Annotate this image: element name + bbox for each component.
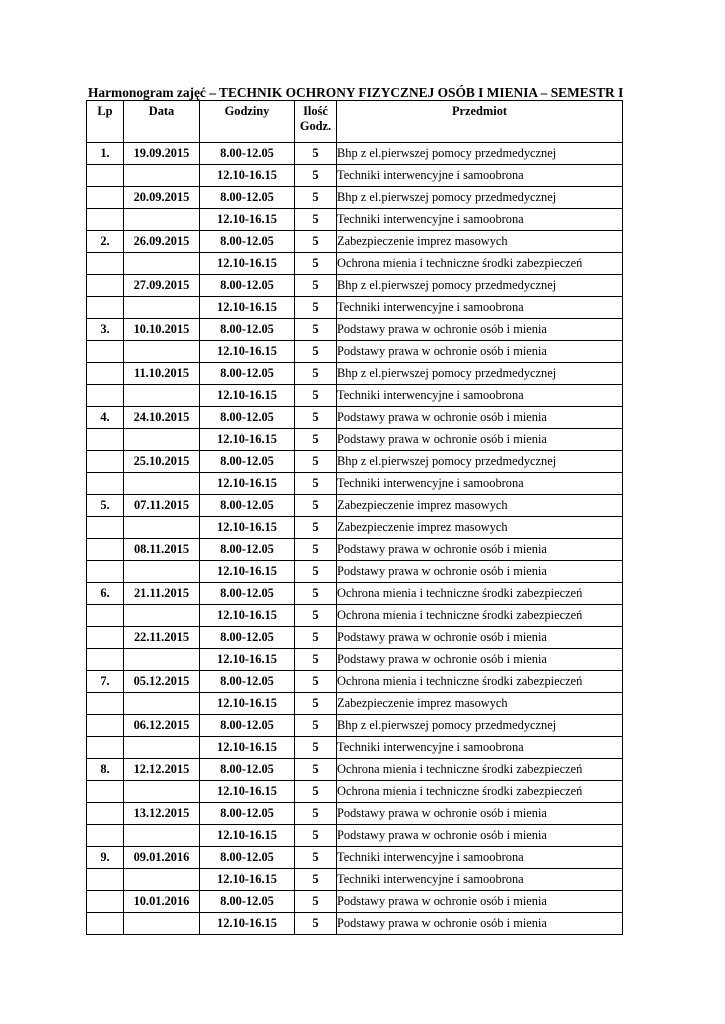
cell-subject: Podstawy prawa w ochronie osób i mienia (337, 319, 623, 341)
cell-lp (87, 341, 124, 363)
header-subject: Przedmiot (337, 101, 623, 143)
cell-count: 5 (295, 671, 337, 693)
cell-lp: 9. (87, 847, 124, 869)
cell-subject: Podstawy prawa w ochronie osób i mienia (337, 825, 623, 847)
table-row (87, 583, 623, 605)
cell-subject: Techniki interwencyjne i samoobrona (337, 473, 623, 495)
cell-count: 5 (295, 209, 337, 231)
cell-hours: 12.10-16.15 (200, 297, 295, 319)
cell-count: 5 (295, 429, 337, 451)
cell-count: 5 (295, 407, 337, 429)
cell-date: 27.09.2015 (124, 275, 200, 297)
cell-hours: 12.10-16.15 (200, 429, 295, 451)
cell-subject: Bhp z el.pierwszej pomocy przedmedycznej (337, 275, 623, 297)
cell-hours: 8.00-12.05 (200, 187, 295, 209)
cell-subject: Techniki interwencyjne i samoobrona (337, 297, 623, 319)
table-row (87, 737, 623, 759)
cell-hours: 8.00-12.05 (200, 671, 295, 693)
cell-lp: 8. (87, 759, 124, 781)
cell-count: 5 (295, 781, 337, 803)
cell-hours: 8.00-12.05 (200, 583, 295, 605)
header-date: Data (124, 101, 200, 143)
cell-date (124, 781, 200, 803)
cell-lp: 2. (87, 231, 124, 253)
cell-lp (87, 891, 124, 913)
cell-date (124, 649, 200, 671)
cell-count: 5 (295, 253, 337, 275)
cell-hours: 8.00-12.05 (200, 847, 295, 869)
cell-hours: 8.00-12.05 (200, 627, 295, 649)
table-row (87, 275, 623, 297)
schedule-table (86, 100, 623, 935)
table-row (87, 627, 623, 649)
table-row (87, 539, 623, 561)
cell-hours: 8.00-12.05 (200, 407, 295, 429)
cell-lp (87, 539, 124, 561)
cell-count: 5 (295, 891, 337, 913)
cell-date: 11.10.2015 (124, 363, 200, 385)
cell-hours: 12.10-16.15 (200, 649, 295, 671)
cell-lp (87, 561, 124, 583)
cell-subject: Bhp z el.pierwszej pomocy przedmedycznej (337, 715, 623, 737)
cell-lp (87, 363, 124, 385)
cell-count: 5 (295, 385, 337, 407)
table-row (87, 913, 623, 935)
cell-subject: Zabezpieczenie imprez masowych (337, 693, 623, 715)
cell-count: 5 (295, 231, 337, 253)
cell-date (124, 517, 200, 539)
cell-lp: 6. (87, 583, 124, 605)
header-hours: Godziny (200, 101, 295, 143)
cell-lp (87, 473, 124, 495)
cell-hours: 8.00-12.05 (200, 319, 295, 341)
cell-date: 07.11.2015 (124, 495, 200, 517)
cell-count: 5 (295, 539, 337, 561)
cell-lp (87, 781, 124, 803)
cell-date (124, 209, 200, 231)
cell-count: 5 (295, 319, 337, 341)
cell-lp (87, 209, 124, 231)
cell-subject: Ochrona mienia i techniczne środki zabezpieczeń (337, 253, 623, 275)
cell-lp (87, 627, 124, 649)
cell-date: 21.11.2015 (124, 583, 200, 605)
table-header-row (87, 101, 623, 143)
table-row (87, 231, 623, 253)
cell-count: 5 (295, 825, 337, 847)
cell-lp (87, 605, 124, 627)
cell-subject: Zabezpieczenie imprez masowych (337, 231, 623, 253)
table-row (87, 407, 623, 429)
cell-subject: Podstawy prawa w ochronie osób i mienia (337, 341, 623, 363)
table-row (87, 605, 623, 627)
cell-count: 5 (295, 165, 337, 187)
cell-subject: Techniki interwencyjne i samoobrona (337, 209, 623, 231)
cell-hours: 12.10-16.15 (200, 165, 295, 187)
document-title: Harmonogram zajęć – TECHNIK OCHRONY FIZYCZNEJ OSÓB I MIENIA – SEMESTR I (88, 85, 624, 100)
cell-subject: Bhp z el.pierwszej pomocy przedmedycznej (337, 451, 623, 473)
cell-date (124, 385, 200, 407)
cell-lp (87, 165, 124, 187)
table-row (87, 781, 623, 803)
table-row (87, 517, 623, 539)
cell-lp (87, 737, 124, 759)
cell-date (124, 693, 200, 715)
cell-subject: Podstawy prawa w ochronie osób i mienia (337, 539, 623, 561)
cell-count: 5 (295, 715, 337, 737)
cell-hours: 12.10-16.15 (200, 473, 295, 495)
cell-date: 20.09.2015 (124, 187, 200, 209)
cell-hours: 8.00-12.05 (200, 803, 295, 825)
cell-date: 05.12.2015 (124, 671, 200, 693)
table-row (87, 825, 623, 847)
cell-lp: 3. (87, 319, 124, 341)
cell-lp: 5. (87, 495, 124, 517)
cell-subject: Ochrona mienia i techniczne środki zabezpieczeń (337, 759, 623, 781)
cell-date: 19.09.2015 (124, 143, 200, 165)
cell-date: 26.09.2015 (124, 231, 200, 253)
cell-subject: Ochrona mienia i techniczne środki zabezpieczeń (337, 583, 623, 605)
cell-lp (87, 429, 124, 451)
cell-hours: 12.10-16.15 (200, 913, 295, 935)
cell-hours: 8.00-12.05 (200, 363, 295, 385)
cell-lp (87, 693, 124, 715)
table-row (87, 869, 623, 891)
table-row (87, 451, 623, 473)
cell-count: 5 (295, 583, 337, 605)
cell-hours: 8.00-12.05 (200, 451, 295, 473)
cell-lp (87, 715, 124, 737)
table-row (87, 385, 623, 407)
cell-date: 10.01.2016 (124, 891, 200, 913)
table-row (87, 693, 623, 715)
cell-date: 24.10.2015 (124, 407, 200, 429)
cell-lp (87, 803, 124, 825)
table-row (87, 319, 623, 341)
table-row (87, 561, 623, 583)
cell-date (124, 737, 200, 759)
cell-hours: 12.10-16.15 (200, 693, 295, 715)
cell-subject: Podstawy prawa w ochronie osób i mienia (337, 913, 623, 935)
table-row (87, 649, 623, 671)
table-row (87, 341, 623, 363)
cell-date (124, 165, 200, 187)
cell-date: 13.12.2015 (124, 803, 200, 825)
cell-count: 5 (295, 451, 337, 473)
table-row (87, 671, 623, 693)
cell-hours: 8.00-12.05 (200, 759, 295, 781)
cell-count: 5 (295, 759, 337, 781)
cell-subject: Ochrona mienia i techniczne środki zabezpieczeń (337, 781, 623, 803)
cell-lp (87, 649, 124, 671)
cell-subject: Podstawy prawa w ochronie osób i mienia (337, 649, 623, 671)
cell-count: 5 (295, 143, 337, 165)
table-row (87, 187, 623, 209)
cell-lp (87, 451, 124, 473)
cell-date (124, 341, 200, 363)
cell-hours: 12.10-16.15 (200, 209, 295, 231)
cell-date: 10.10.2015 (124, 319, 200, 341)
table-row (87, 253, 623, 275)
table-row (87, 759, 623, 781)
cell-count: 5 (295, 847, 337, 869)
cell-subject: Zabezpieczenie imprez masowych (337, 517, 623, 539)
table-row (87, 891, 623, 913)
cell-subject: Podstawy prawa w ochronie osób i mienia (337, 407, 623, 429)
cell-lp (87, 869, 124, 891)
cell-count: 5 (295, 803, 337, 825)
header-count-line2: Godz. (299, 119, 332, 133)
cell-date: 09.01.2016 (124, 847, 200, 869)
cell-count: 5 (295, 473, 337, 495)
table-row (87, 209, 623, 231)
cell-count: 5 (295, 187, 337, 209)
cell-subject: Ochrona mienia i techniczne środki zabezpieczeń (337, 605, 623, 627)
cell-count: 5 (295, 737, 337, 759)
cell-count: 5 (295, 495, 337, 517)
cell-lp (87, 275, 124, 297)
cell-subject: Podstawy prawa w ochronie osób i mienia (337, 561, 623, 583)
cell-count: 5 (295, 341, 337, 363)
cell-count: 5 (295, 605, 337, 627)
cell-hours: 12.10-16.15 (200, 869, 295, 891)
cell-hours: 8.00-12.05 (200, 715, 295, 737)
cell-date (124, 825, 200, 847)
cell-hours: 12.10-16.15 (200, 385, 295, 407)
cell-lp: 1. (87, 143, 124, 165)
cell-subject: Podstawy prawa w ochronie osób i mienia (337, 891, 623, 913)
header-count (295, 101, 337, 143)
cell-date: 12.12.2015 (124, 759, 200, 781)
cell-count: 5 (295, 517, 337, 539)
table-row (87, 495, 623, 517)
cell-date (124, 605, 200, 627)
cell-count: 5 (295, 693, 337, 715)
cell-hours: 8.00-12.05 (200, 275, 295, 297)
cell-subject: Techniki interwencyjne i samoobrona (337, 737, 623, 759)
cell-subject: Ochrona mienia i techniczne środki zabezpieczeń (337, 671, 623, 693)
cell-lp (87, 385, 124, 407)
cell-lp (87, 517, 124, 539)
cell-hours: 12.10-16.15 (200, 781, 295, 803)
cell-hours: 8.00-12.05 (200, 539, 295, 561)
cell-count: 5 (295, 913, 337, 935)
cell-subject: Techniki interwencyjne i samoobrona (337, 385, 623, 407)
cell-subject: Bhp z el.pierwszej pomocy przedmedycznej (337, 143, 623, 165)
cell-hours: 8.00-12.05 (200, 231, 295, 253)
table-row (87, 143, 623, 165)
cell-subject: Techniki interwencyjne i samoobrona (337, 165, 623, 187)
cell-lp: 7. (87, 671, 124, 693)
cell-date: 22.11.2015 (124, 627, 200, 649)
cell-date (124, 253, 200, 275)
cell-hours: 12.10-16.15 (200, 605, 295, 627)
cell-date (124, 913, 200, 935)
cell-date: 06.12.2015 (124, 715, 200, 737)
cell-count: 5 (295, 561, 337, 583)
table-row (87, 429, 623, 451)
cell-count: 5 (295, 627, 337, 649)
cell-count: 5 (295, 297, 337, 319)
cell-subject: Bhp z el.pierwszej pomocy przedmedycznej (337, 363, 623, 385)
cell-lp (87, 825, 124, 847)
cell-lp (87, 253, 124, 275)
cell-subject: Techniki interwencyjne i samoobrona (337, 869, 623, 891)
cell-lp (87, 297, 124, 319)
cell-count: 5 (295, 869, 337, 891)
cell-count: 5 (295, 275, 337, 297)
cell-subject: Podstawy prawa w ochronie osób i mienia (337, 627, 623, 649)
cell-lp (87, 187, 124, 209)
cell-subject: Podstawy prawa w ochronie osób i mienia (337, 803, 623, 825)
cell-hours: 12.10-16.15 (200, 737, 295, 759)
table-row (87, 297, 623, 319)
cell-date (124, 429, 200, 451)
cell-hours: 12.10-16.15 (200, 825, 295, 847)
cell-date: 25.10.2015 (124, 451, 200, 473)
table-row (87, 847, 623, 869)
cell-date (124, 869, 200, 891)
cell-subject: Techniki interwencyjne i samoobrona (337, 847, 623, 869)
table-row (87, 165, 623, 187)
cell-hours: 8.00-12.05 (200, 143, 295, 165)
cell-count: 5 (295, 363, 337, 385)
table-row (87, 715, 623, 737)
cell-date (124, 561, 200, 583)
header-lp: Lp (87, 101, 124, 143)
cell-hours: 12.10-16.15 (200, 253, 295, 275)
cell-date (124, 473, 200, 495)
table-body (87, 143, 623, 935)
cell-count: 5 (295, 649, 337, 671)
cell-lp (87, 913, 124, 935)
cell-subject: Podstawy prawa w ochronie osób i mienia (337, 429, 623, 451)
cell-date: 08.11.2015 (124, 539, 200, 561)
cell-hours: 12.10-16.15 (200, 517, 295, 539)
table-row (87, 803, 623, 825)
cell-hours: 8.00-12.05 (200, 495, 295, 517)
cell-hours: 12.10-16.15 (200, 561, 295, 583)
cell-lp: 4. (87, 407, 124, 429)
header-count-line1: Ilość (303, 104, 328, 118)
cell-subject: Zabezpieczenie imprez masowych (337, 495, 623, 517)
cell-hours: 8.00-12.05 (200, 891, 295, 913)
cell-subject: Bhp z el.pierwszej pomocy przedmedycznej (337, 187, 623, 209)
table-row (87, 363, 623, 385)
cell-hours: 12.10-16.15 (200, 341, 295, 363)
table-row (87, 473, 623, 495)
cell-date (124, 297, 200, 319)
